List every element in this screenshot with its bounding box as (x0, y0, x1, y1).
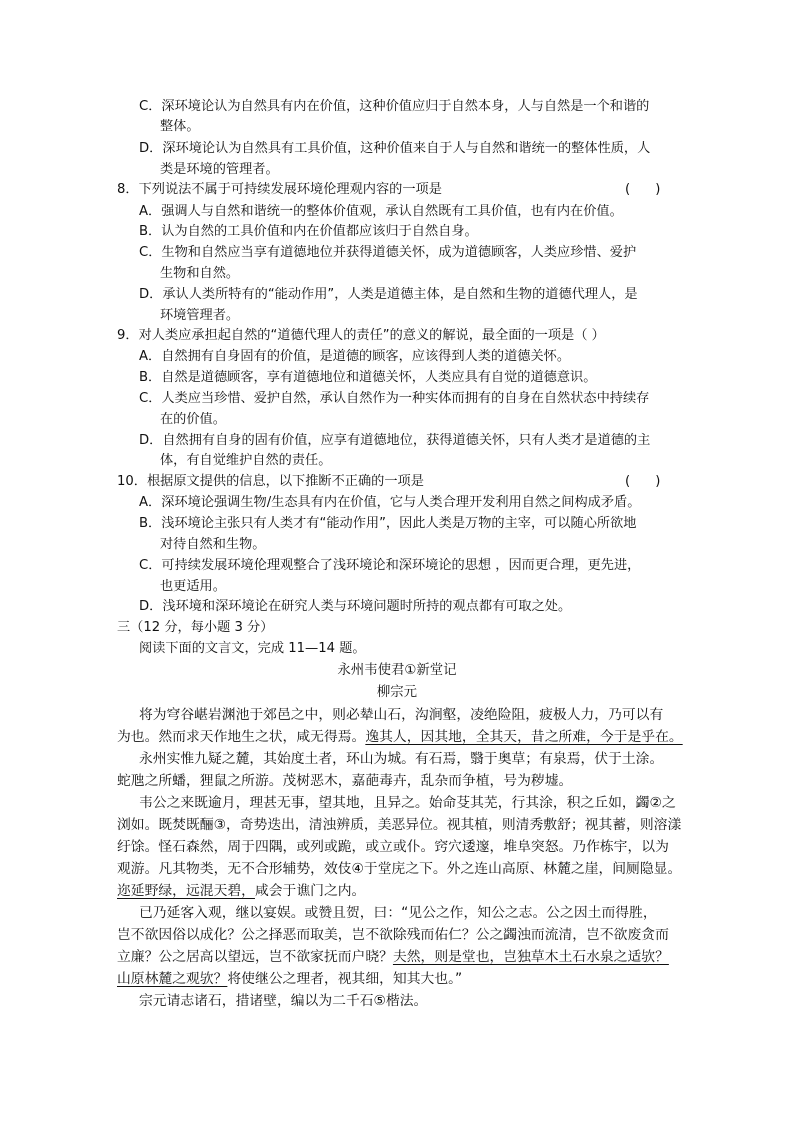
passage-p2-line1: 永州实惟九疑之麓，其始度土者，环山为城。有石焉，翳于奥草；有泉焉，伏于土涂。 (139, 751, 664, 767)
q8-option-c-line1: C．生物和自然应当享有道德地位并获得道德关怀，成为道德顾客，人类应珍惜、爱护 (139, 245, 637, 260)
q9-option-c-line2: 在的价值。 (160, 412, 226, 427)
q9-option-b: B．自然是道德顾客，享有道德地位和道德关怀，人类应具有自觉的道德意识。 (139, 370, 597, 385)
q10-stem: 10．根据原文提供的信息，以下推断不正确的一项是 (117, 474, 424, 489)
passage-p1-text: 为也。然而求天作地生之状，咸无得焉。 (117, 729, 366, 745)
q9-option-d-line1: D．自然拥有自身的固有价值，应享有道德地位，获得道德关怀，只有人类才是道德的主 (139, 433, 651, 448)
q9-stem: 9．对人类应承担起自然的“道德代理人的责任”的意义的解说，最全面的一项是（ ） (117, 328, 605, 343)
q10-option-d: D．浅环境和深环境论在研究人类与环境问题时所持的观点都有可取之处。 (139, 599, 572, 614)
q8-option-a: A．强调人与自然和谐统一的整体价值观，承认自然既有工具价值，也有内在价值。 (139, 204, 623, 219)
section-heading: 三（12 分，每小题 3 分） (117, 620, 274, 635)
q10-option-a: A．深环境论强调生物/生态具有内在价值，它与人类合理开发利用自然之间构成矛盾。 (139, 495, 641, 510)
section-instruction: 阅读下面的文言文，完成 11—14 题。 (139, 641, 366, 656)
q8-stem: 8．下列说法不属于可持续发展环境伦理观内容的一项是 (117, 182, 442, 197)
q7-option-c-line2: 整体。 (160, 119, 200, 134)
q10-option-b-line1: B．浅环境论主张只有人类才有“能动作用”，因此人类是万物的主宰，可以随心所欲地 (139, 516, 637, 531)
q9-option-c-line1: C．人类应当珍惜、爱护自然，承认自然作为一种实体而拥有的自身在自然状态中持续存 (139, 391, 650, 406)
q8-option-d-line1: D．承认人类所特有的“能动作用”，人类是道德主体，是自然和生物的道德代理人，是 (139, 287, 638, 302)
q9-option-a: A．自然拥有自身固有的价值，是道德的顾客，应该得到人类的道德关怀。 (139, 349, 571, 364)
passage-p2-line2: 蛇虺之所蟠，狸鼠之所游。茂树恶木，嘉葩毒卉，乱杂而争植，号为秽墟。 (117, 773, 573, 789)
passage-p3-line1: 韦公之来既逾月，理甚无事，望其地，且异之。始命芟其芜，行其涂，积之丘如，蠲②之 (139, 795, 676, 811)
q8-answer-blank: ( ) (625, 182, 661, 197)
passage-p4-underlined-cont: 山原林麓之观欤？ (117, 971, 228, 987)
q7-option-c-line1: C．深环境论认为自然具有内在价值，这种价值应归于自然本身，人与自然是一个和谐的 (139, 99, 650, 114)
passage-p3-line5 (117, 881, 365, 901)
q10-option-c-line2: 也更适用。 (160, 579, 226, 594)
q7-option-d-line2: 类是环境的管理者。 (160, 162, 279, 177)
passage-p3-line2: 浏如。既焚既酾③，奇势迭出，清浊辨质，美恶异位。视其植，则清秀敷舒；视其蓄，则溶漾 (117, 817, 682, 833)
passage-p4-line4 (117, 969, 462, 989)
passage-author: 柳宗元 (376, 685, 418, 700)
passage-p1-underlined: 逸其人，因其地，全其天，昔之所难，今于是乎在。 (365, 729, 683, 745)
passage-p1-line1: 将为穹谷嵁岩渊池于郊邑之中，则必辇山石，沟涧壑，凌绝险阻，疲极人力，乃可以有 (139, 707, 664, 723)
passage-p3-line3: 纡馀。怪石森然，周于四隅，或列或跪，或立或仆。窍穴逶邃，堆阜突怒。乃作栋宇，以为 (117, 839, 669, 855)
q9-option-d-line2: 体，有自觉维护自然的责任。 (160, 453, 332, 468)
passage-p4-line3 (117, 947, 669, 967)
passage-p4-text: 立廉？公之居高以望远，岂不欲家抚而户晓？ (117, 949, 393, 965)
passage-p4-line2: 岂不欲因俗以成化？公之择恶而取美，岂不欲除残而佑仁？公之蠲浊而流清，岂不欲废贪而 (117, 927, 669, 943)
passage-p1-line2 (117, 727, 683, 747)
q10-option-b-line2: 对待自然和生物。 (160, 537, 266, 552)
passage-p3-line4: 观游。凡其物类，无不合形辅势，效伎④于堂庑之下。外之连山高原、林麓之崖，间厕隐显。 (117, 861, 682, 877)
q8-option-d-line2: 环境管理者。 (160, 308, 240, 323)
passage-p3-underlined: 迩延野绿，远混天碧， (117, 883, 255, 899)
passage-p4-line1: 已乃延客入观，继以宴娱。或赞且贺，曰：“见公之作，知公之志。公之因土而得胜， (139, 905, 657, 921)
passage-p4-underlined: 夫然，则是堂也，岂独草木土石水泉之适欤？ (392, 949, 669, 965)
passage-title: 永州韦使君①新堂记 (337, 663, 457, 678)
q10-option-c-line1: C．可持续发展环境伦理观整合了浅环境论和深环境论的思想 ，因而更合理，更先进， (139, 558, 641, 573)
passage-p3-text: 咸会于谯门之内。 (254, 883, 366, 899)
q7-option-d-line1: D．深环境论认为自然具有工具价值，这种价值来自于人与自然和谐统一的整体性质，人 (139, 141, 651, 156)
passage-p5: 宗元请志诸石，措诸壁，编以为二千石⑤楷法。 (139, 993, 428, 1009)
q8-option-c-line2: 生物和自然。 (160, 266, 240, 281)
q8-option-b: B．认为自然的工具价值和内在价值都应该归于自然自身。 (139, 224, 478, 239)
passage-p4-text-cont: 将使继公之理者，视其细，知其大也。” (227, 971, 463, 987)
q10-answer-blank: ( ) (625, 474, 661, 489)
